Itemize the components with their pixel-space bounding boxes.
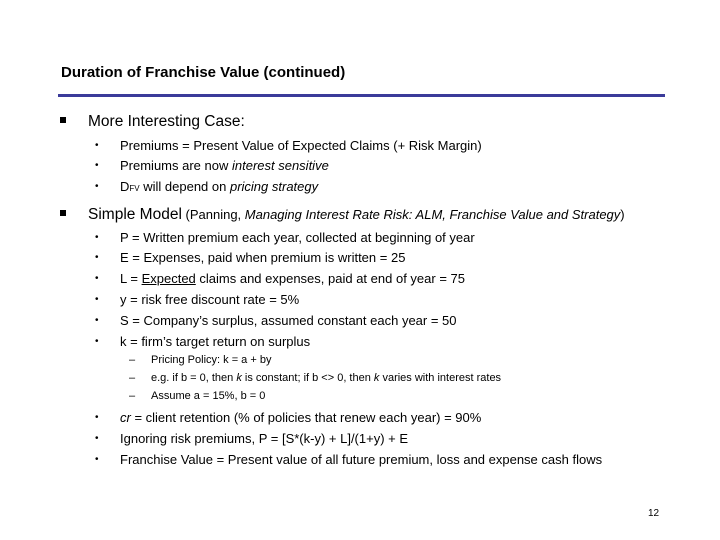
bullet-icon: • <box>95 140 99 151</box>
title-divider <box>58 94 665 97</box>
bullet-icon: • <box>95 232 99 243</box>
bullet-icon: • <box>95 160 99 171</box>
list-item-text: S = Company’s surplus, assumed constant each year = 50 <box>120 313 457 328</box>
bullet-icon: • <box>95 273 99 284</box>
square-bullet-icon <box>60 117 66 123</box>
bullet-icon: • <box>95 315 99 326</box>
list-item-text: Ignoring risk premiums, P = [S*(k-y) + L]/(1+y) + E <box>120 431 409 446</box>
sub-list-item-text: Assume a = 15%, b = 0 <box>151 390 266 402</box>
list-item-text: k = firm’s target return on surplus <box>120 334 311 349</box>
bullet-icon: • <box>95 454 99 465</box>
bullet-icon: • <box>95 181 99 192</box>
list-item-text: P = Written premium each year, collected at beginning of year <box>120 230 475 245</box>
list-item-text: L = Expected claims and expenses, paid at end of year = 75 <box>120 271 465 286</box>
dash-icon: – <box>129 372 136 384</box>
sub-list-item-text: Pricing Policy: k = a + by <box>151 354 272 366</box>
bullet-icon: • <box>95 433 99 444</box>
list-item-text: Premiums = Present Value of Expected Claims (+ Risk Margin) <box>120 138 482 153</box>
bullet-icon: • <box>95 294 99 305</box>
slide-title: Duration of Franchise Value (continued) <box>61 64 346 81</box>
list-item-text: y = risk free discount rate = 5% <box>120 292 300 307</box>
list-item-text: E = Expenses, paid when premium is written = 25 <box>120 250 406 265</box>
bullet-icon: • <box>95 412 99 423</box>
bullet-icon: • <box>95 336 99 347</box>
bullet-icon: • <box>95 252 99 263</box>
dash-icon: – <box>129 354 136 366</box>
list-item-text: Franchise Value = Present value of all future premium, loss and expense cash flows <box>120 452 603 467</box>
list-item-text: Premiums are now interest sensitive <box>120 158 329 173</box>
list-item-text: DFV will depend on pricing strategy <box>120 179 319 194</box>
list-item-text: cr = client retention (% of policies that renew each year) = 90% <box>120 410 482 425</box>
section-label: Simple Model (Panning, Managing Interest Rate Risk: ALM, Franchise Value and Strategy) <box>88 206 625 223</box>
dash-icon: – <box>129 390 136 402</box>
page-number: 12 <box>648 508 660 519</box>
square-bullet-icon <box>60 210 66 216</box>
sub-list-item-text: e.g. if b = 0, then k is constant; if b <> 0, then k varies with interest rates <box>151 372 502 384</box>
section-label: More Interesting Case: <box>88 113 245 130</box>
